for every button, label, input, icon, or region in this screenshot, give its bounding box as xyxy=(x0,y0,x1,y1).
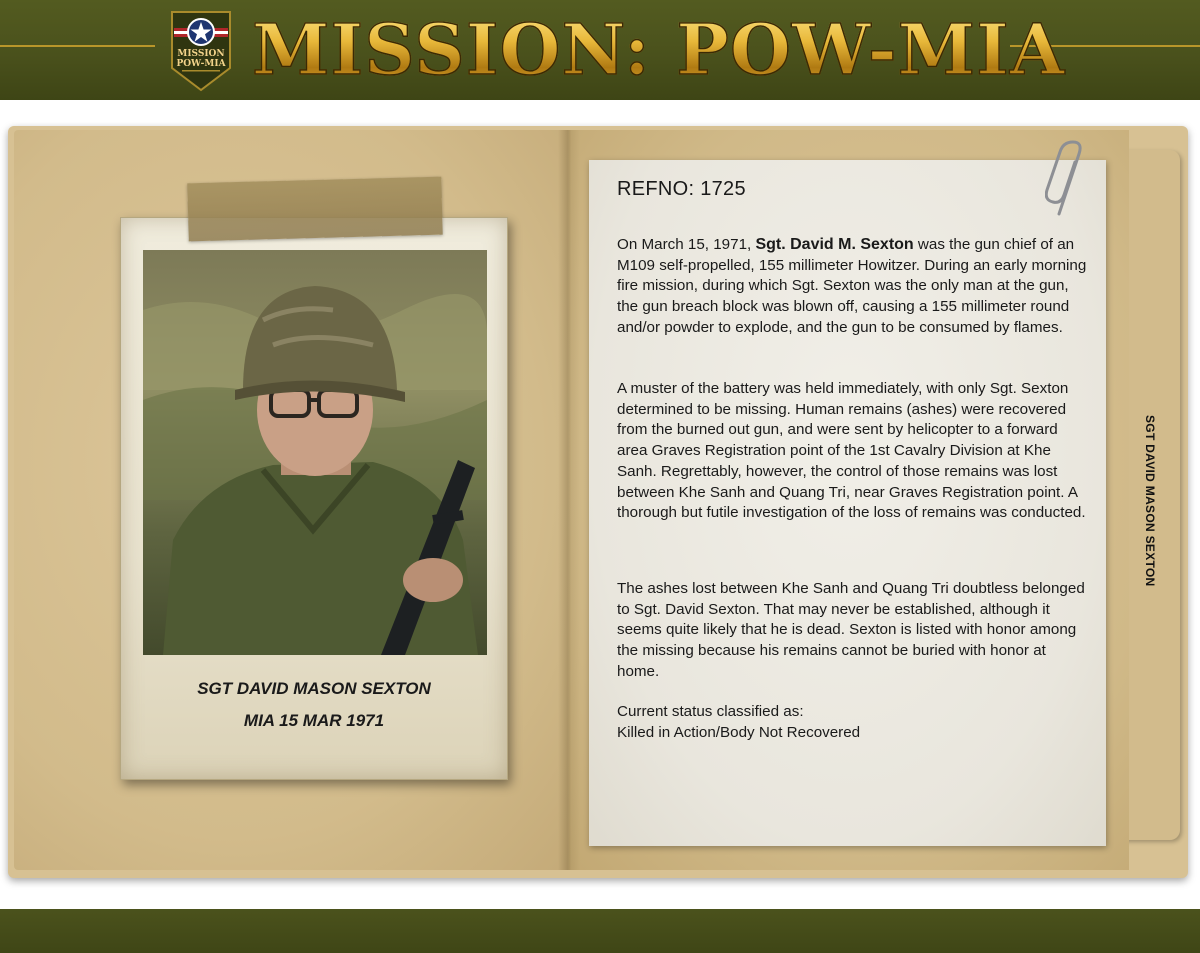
folder-spine xyxy=(558,130,580,870)
record-paragraph-1 xyxy=(617,235,1087,339)
folder-tab-label: SGT DAVID MASON SEXTON xyxy=(1143,414,1157,587)
paragraph-1-body: was the gun chief of an M109 self-propelled, 155 millimeter Howitzer. During an early morning fire mission, during which Sgt. Sexton was the only man at the gun, the gun breach block was blown off, causing a 155 millimeter round and/or powder to explode, and the gun to be consumed by flames. xyxy=(617,236,1087,336)
photo-caption-name: SGT DAVID MASON SEXTON xyxy=(197,679,431,698)
status-label: Current status classified as: xyxy=(617,703,804,720)
masking-tape xyxy=(187,177,442,242)
refno-heading: REFNO: 1725 xyxy=(617,178,746,200)
page-title: MISSION: POW-MIA xyxy=(252,6,1065,94)
header-banner xyxy=(0,0,1200,100)
status-value: Killed in Action/Body Not Recovered xyxy=(617,723,861,741)
soldier-photo xyxy=(143,250,487,655)
photo-caption-status: MIA 15 MAR 1971 xyxy=(243,711,385,730)
header-rule-left xyxy=(0,45,155,47)
mission-pow-mia-badge xyxy=(170,10,232,92)
current-status xyxy=(617,702,860,743)
svg-text:POW-MIA: POW-MIA xyxy=(176,59,226,69)
paragraph-1-prefix: On March 15, 1971, xyxy=(617,236,756,253)
svg-text:MISSION: MISSION xyxy=(177,49,225,59)
soldier-name-bold: Sgt. David M. Sexton xyxy=(755,236,914,253)
paperclip-icon xyxy=(1045,140,1093,220)
record-paragraph-3: The ashes lost between Khe Sanh and Quang Tri doubtless belonged to Sgt. David Sexton. That may never be established, although it seems quite likely that he is dead. Sexton is listed with honor among the missing because his remains cannot be buried with honor at home. xyxy=(617,580,1085,680)
footer-band xyxy=(0,909,1200,953)
record-paragraph-2: A muster of the battery was held immediately, with only Sgt. Sexton determined to be missing. Human remains (ashes) were recovered from the burned out gun, and were sent by helicopter to a forward area Graves Registration point of the 1st Cavalry Division at Khe Sanh. Regrettably, however, the control of those remains was lost between Khe Sanh and Quang Tri, near Graves Registration point. A thorough but futile investigation of the loss of remains was conducted. xyxy=(617,380,1086,522)
